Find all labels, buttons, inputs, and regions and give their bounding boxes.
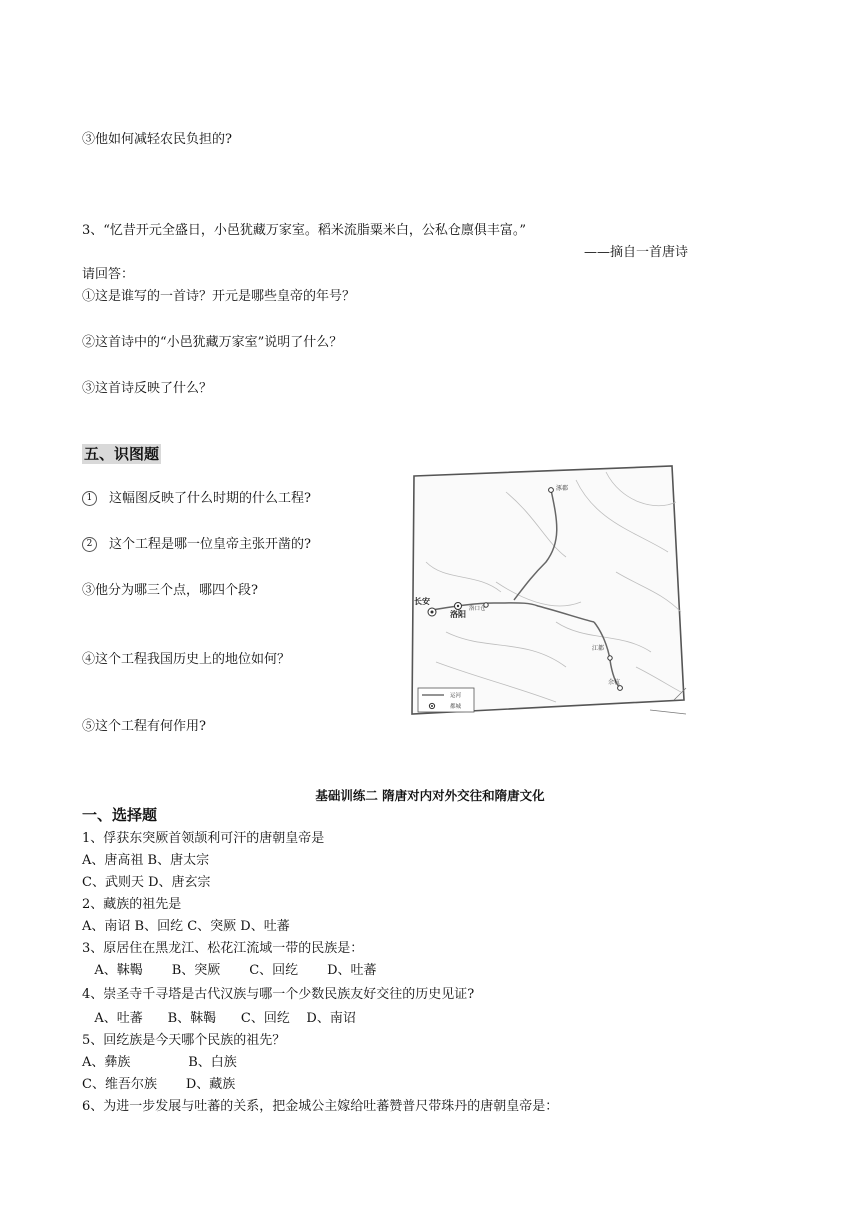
section5-item-3: ③他分为哪三个点，哪四个段? bbox=[82, 583, 258, 598]
circled-number-2: 2 bbox=[82, 537, 97, 552]
section5-item-2: 2 这个工程是哪一位皇帝主张开凿的? bbox=[82, 536, 311, 554]
q2-sub3: ③他如何减轻农民负担的? bbox=[82, 132, 232, 147]
question-2-options: A、南诏 B、回纥 C、突厥 D、吐蕃 bbox=[82, 919, 290, 934]
map-label-zhuojun: 涿郡 bbox=[556, 485, 569, 492]
section5-item-1: 1 这幅图反映了什么时期的什么工程? bbox=[82, 490, 311, 508]
q3-prompt: 请回答： bbox=[82, 267, 135, 282]
q3-sub2: ②这首诗中的“小邑犹藏万家室”说明了什么？ bbox=[82, 335, 343, 350]
section5-item-5: ⑤这个工程有何作用? bbox=[82, 719, 206, 734]
map-legend bbox=[418, 688, 474, 712]
question-3: 3、原居住在黑龙江、松花江流域一带的民族是： bbox=[82, 941, 364, 956]
question-5-options-a: A、彝族 B、白族 bbox=[82, 1055, 237, 1070]
map-label-yuhang: 余杭 bbox=[608, 679, 621, 686]
question-4-options: A、吐蕃 B、靺鞨 C、回纥 D、南诏 bbox=[82, 1011, 356, 1026]
q3-sub1: ①这是谁写的一首诗？开元是哪些皇帝的年号？ bbox=[82, 289, 356, 304]
question-1-options-a: A、唐高祖 B、唐太宗 bbox=[82, 853, 210, 868]
section5-title: 五、识图题 bbox=[84, 445, 160, 463]
q3-text: 3、“忆昔开元全盛日，小邑犹藏万家室。稻米流脂粟米白，公私仓廪俱丰富。” bbox=[82, 223, 527, 238]
svg-text:运河: 运河 bbox=[450, 693, 462, 699]
map-label-dukou: 洛口仓 bbox=[469, 606, 486, 612]
section5-item-4: ④这个工程我国历史上的地位如何？ bbox=[82, 652, 291, 667]
question-2: 2、藏族的祖先是 bbox=[82, 897, 182, 912]
map-label-changan: 长安 bbox=[414, 597, 430, 606]
part2-title: 基础训练二 隋唐对内对外交往和隋唐文化 bbox=[315, 788, 545, 803]
q3-sub3: ③这首诗反映了什么？ bbox=[82, 381, 213, 396]
question-1-options-b: C、武则天 D、唐玄宗 bbox=[82, 875, 211, 890]
question-5-options-b: C、维吾尔族 D、藏族 bbox=[82, 1077, 236, 1092]
q3-attribution: ——摘自一首唐诗 bbox=[583, 245, 688, 260]
grand-canal-map bbox=[406, 462, 688, 720]
question-6: 6、为进一步发展与吐蕃的关系，把金城公主嫁给吐蕃赞普尺带珠丹的唐朝皇帝是： bbox=[82, 1099, 559, 1114]
question-1: 1、俘获东突厥首领颉利可汗的唐朝皇帝是 bbox=[82, 831, 325, 846]
map-label-luoyang: 洛阳 bbox=[450, 610, 466, 619]
svg-text:都城: 都城 bbox=[450, 704, 462, 710]
part2-section1-title: 一、选择题 bbox=[82, 806, 158, 824]
question-4: 4、崇圣寺千寻塔是古代汉族与哪一个少数民族友好交往的历史见证? bbox=[82, 987, 475, 1002]
map-label-jiangdu: 江都 bbox=[592, 645, 605, 652]
circled-number-1: 1 bbox=[82, 491, 97, 506]
question-5: 5、回纥族是今天哪个民族的祖先？ bbox=[82, 1033, 286, 1048]
question-3-options: A、靺鞨 B、突厥 C、回纥 D、吐蕃 bbox=[82, 963, 377, 978]
